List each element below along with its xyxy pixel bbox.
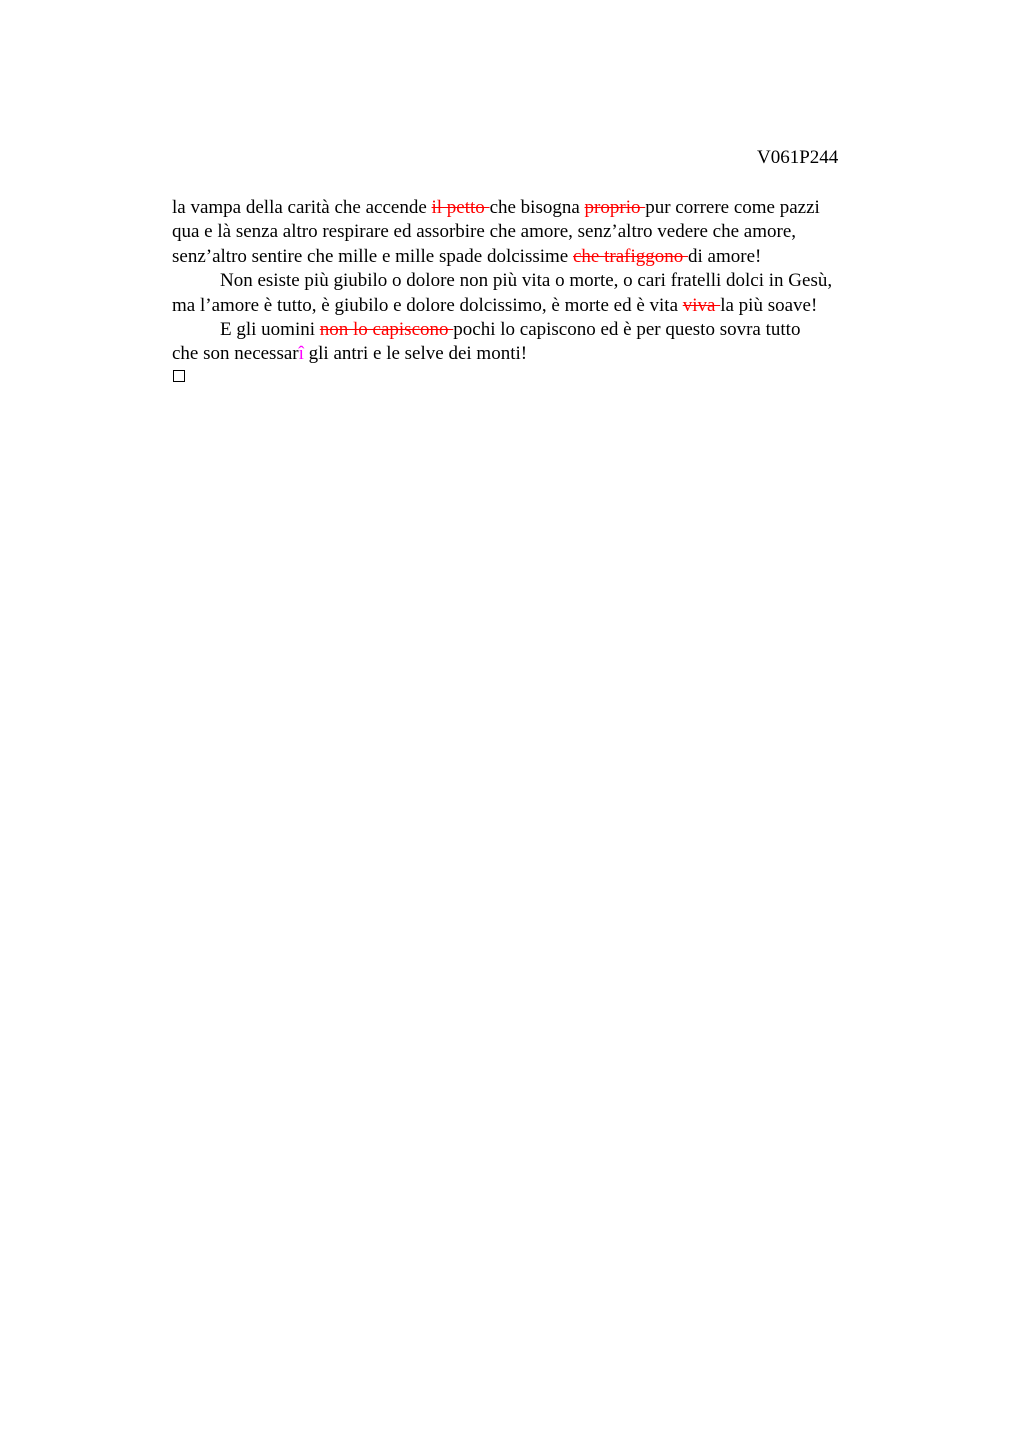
text-line [220, 270, 832, 291]
text-segment: pur correre come pazzi [645, 197, 820, 218]
text-segment: pochi lo capiscono ed è per questo sovra tutto [453, 319, 801, 341]
text-segment: che son necessar [172, 343, 299, 365]
text-segment: la vampa della carità che accende [172, 197, 432, 218]
inserted-text: î [298, 343, 304, 365]
deleted-text: il petto [431, 197, 490, 218]
deleted-text: proprio [584, 197, 646, 218]
text-segment: senz’altro sentire che mille e mille spade dolcissime [172, 245, 573, 267]
text-segment: che bisogna [489, 197, 585, 218]
text-segment: di amore! [688, 245, 762, 267]
document-body [172, 196, 902, 367]
text-segment: E gli uomini [220, 319, 320, 341]
deleted-text: viva [682, 294, 721, 316]
text-segment: qua e là senza altro respirare ed assorbire che amore, senz’altro vedere che amore, [172, 221, 797, 243]
text-segment: Non esiste più giubilo o dolore non più vita o morte, o cari fratelli dolci in Gesù, [220, 270, 833, 292]
paragraph [172, 269, 902, 318]
text-line [220, 319, 800, 340]
text-line [172, 295, 817, 316]
text-line [172, 221, 796, 242]
deleted-text: non lo capiscono [319, 319, 454, 341]
deleted-text: che trafiggono [572, 245, 688, 267]
paragraph [172, 318, 902, 367]
text-segment: gli antri e le selve dei monti! [303, 343, 528, 365]
text-segment: la più soave! [720, 294, 818, 316]
text-line [172, 197, 820, 218]
text-line [172, 343, 527, 364]
end-marker-box-icon [173, 370, 185, 382]
text-segment: ma l’amore è tutto, è giubilo e dolore dolcissimo, è morte ed è vita [172, 294, 683, 316]
paragraph [172, 196, 902, 269]
text-line [172, 246, 761, 267]
page-id: V061P244 [757, 147, 839, 168]
